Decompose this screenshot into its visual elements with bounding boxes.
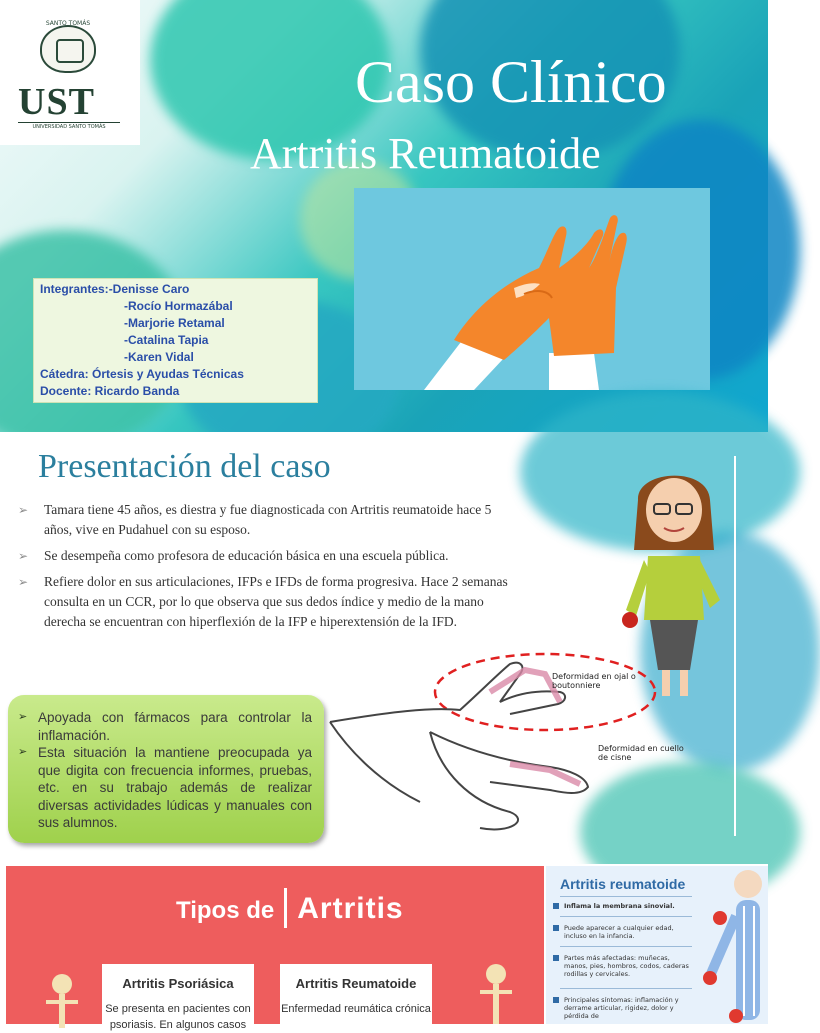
divider-line (560, 946, 692, 947)
divider-line (560, 896, 692, 897)
skeleton-icon (476, 962, 516, 1024)
list-item (18, 709, 312, 744)
member-name: -Rocío Hormazábal (124, 299, 233, 313)
info-item (564, 996, 692, 1020)
list-item (18, 500, 508, 540)
docente-text: Docente: Ricardo Banda (40, 384, 180, 398)
divider-line (734, 456, 736, 836)
logo-name: UST (18, 81, 95, 123)
slide-title-heading: Presentación del caso (38, 448, 331, 485)
bullet-text: Tamara tiene 45 años, es diestra y fue diagnosticada con Artritis reumatoide hace 5 años, vive en Pudahuel con su esposo. (44, 502, 492, 537)
info-item-text: Principales síntomas: inflamación y derrame articular, rigidez, dolor y pérdida de (564, 996, 679, 1020)
logo-subtitle: UNIVERSIDAD SANTO TOMÁS (18, 122, 120, 130)
arrow-bullet-icon: ➢ (18, 575, 29, 589)
card-psoriatic-arthritis (102, 964, 254, 1031)
member-name: -Catalina Tapia (124, 333, 209, 347)
bullet-text: Apoyada con fármacos para controlar la inflamación. (38, 710, 312, 743)
list-item (18, 744, 312, 832)
skeleton-joints-illustration (696, 866, 768, 1024)
heading-divider (284, 888, 287, 928)
integrantes-label: Integrantes: (40, 282, 109, 296)
green-callout-box (8, 695, 324, 843)
arrow-bullet-icon: ➢ (18, 711, 28, 723)
card-title: Artritis Reumatoide (295, 976, 417, 991)
info-item-text: Partes más afectadas: muñecas, manos, pies, hombros, codos, caderas rodillas y cervicales. (564, 954, 689, 978)
tipos-heading (176, 892, 404, 928)
bullet-text: Se desempeña como profesora de educación básica en una escuela pública. (44, 548, 449, 563)
case-bullets (18, 500, 508, 638)
card-title: Artritis Psoriásica (122, 976, 234, 991)
divider-line (560, 916, 692, 917)
member-name: -Marjorie Retamal (124, 316, 225, 330)
arrow-bullet-icon: ➢ (18, 746, 28, 758)
arrow-bullet-icon: ➢ (18, 549, 29, 563)
arrow-bullet-icon: ➢ (18, 503, 29, 517)
info-item-bold: Inflama la membrana sinovial. (564, 902, 675, 910)
tipos-big: Artritis (297, 892, 404, 925)
slide-arthritis-types (0, 864, 768, 1031)
arthritis-types-panel (6, 866, 544, 1031)
slide-title-heading: Caso Clínico (355, 49, 667, 115)
annotation-boutonniere: Deformidad en ojal o boutonniere (552, 672, 636, 690)
info-item (564, 902, 692, 910)
card-text: Enfermedad reumática crónica (281, 1003, 431, 1015)
crest-icon (40, 25, 96, 73)
tipos-label: Tipos de (176, 897, 275, 924)
rheumatoid-info-panel (546, 866, 768, 1024)
annotation-swan-neck: Deformidad en cuello de cisne (598, 744, 684, 762)
info-item-text: Puede aparecer a cualquier edad, incluso en la infancia. (564, 924, 674, 940)
slide-case-presentation (0, 432, 768, 864)
member-name: -Karen Vidal (124, 350, 194, 364)
info-item (564, 954, 692, 978)
slide-title (0, 0, 768, 432)
bullet-text: Esta situación la mantiene preocupada ya que digita con frecuencia informes, pruebas, etc. en su trabajo además de realizar diversas actividades lúdicas y manuales con sus alumnos. (38, 745, 312, 830)
info-title: Artritis reumatoide (560, 876, 686, 892)
list-item (18, 572, 508, 632)
university-logo (0, 0, 140, 145)
member-name: -Denisse Caro (108, 282, 190, 296)
info-item (564, 924, 692, 940)
card-rheumatoid-arthritis (280, 964, 432, 1028)
catedra-text: Cátedra: Órtesis y Ayudas Técnicas (40, 367, 244, 381)
list-item (18, 546, 508, 566)
divider-line (560, 988, 692, 989)
hand-icon (354, 188, 710, 390)
bullet-text: Refiere dolor en sus articulaciones, IFPs e IFDs de forma progresiva. Hace 2 semanas consulta en un CCR, por lo que observa que sus dedos índice y medio de la mano derecha se encuentran con hiperflexión de la IFP e hiperextensión de la IFD. (44, 574, 508, 629)
crest-text: SANTO TOMÁS (45, 20, 91, 27)
slide-subtitle: Artritis Reumatoide (250, 129, 601, 178)
gloved-hand-illustration (354, 188, 710, 390)
members-row (40, 281, 311, 298)
skeleton-icon (42, 972, 82, 1028)
members-box (33, 278, 318, 403)
card-text: Se presenta en pacientes con psoriasis. En algunos casos (105, 1003, 251, 1031)
